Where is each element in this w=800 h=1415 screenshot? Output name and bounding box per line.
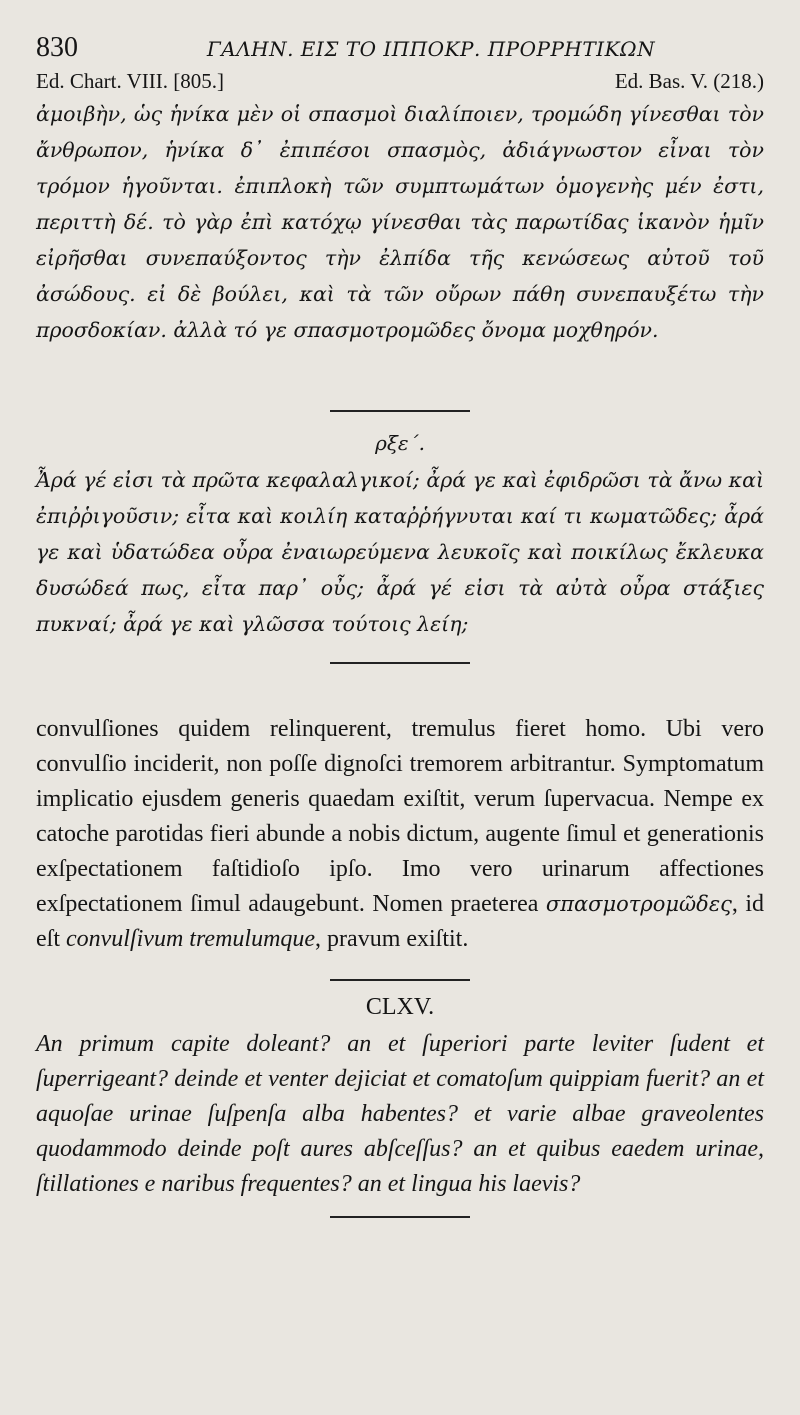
latin-section-paragraph: An primum capite doleant? an et ſuperiori parte leviter ſudent et ſuperrigeant? deinde et venter dejiciat et comatoſum quippiam fuerit? an et aquoſae urinae ſuſpenſa alba habentes? et varie albae graveolentes quodammodo deinde poſt aures abſceſſus? an et quibus eaedem urinae, ſtillationes e naribus frequentes? an et lingua his laevis?: [36, 1031, 764, 1197]
greek-top-block: [36, 96, 764, 402]
latin-text-a: convulſiones quidem relinquerent, tremulus fieret homo. Ubi vero convulſio inciderit, non poſſe dignoſci tremorem arbitrantur. Symptomatum implicatio ejusdem generis quaedam exiſtit, verum ſupervacua. Nempe ex catoche parotidas fieri abunde a nobis dictum, augente ſimul et generationis exſpectationem faſtidioſo ipſo. Imo vero urinarum affectiones exſpectationem ſimul adaugebunt. Nomen praeterea: [36, 716, 764, 917]
edition-right: Ed. Bas. V. (218.): [614, 69, 764, 93]
running-title: ΓΑΛΗΝ. ΕΙΣ ΤΟ ΙΠΠΟΚΡ. ΠΡΟΡΡΗΤΙΚΩΝ: [206, 37, 656, 61]
latin-paragraph-top: [36, 712, 764, 957]
greek-section-number: ρξε΄.: [375, 431, 425, 455]
latin-text-b: , id eſt: [36, 891, 765, 952]
edition-left: Ed. Chart. VIII. [805.]: [36, 69, 224, 93]
greek-section-paragraph: Ἆρά γέ εἰσι τὰ πρῶτα κεφαλαλγικοί; ἆρά γε καὶ ἐφιδρῶσι τὰ ἄνω καὶ ἐπιῤῥιγοῦσιν; εἶτα καὶ κοιλίη καταῤῥήγνυται καί τι κωματῶδες; ἆρά γε καὶ ὑδατώδεα οὖρα ἐναιωρεύμενα λευκοῖς καὶ ποικίλως ἔκλευκα δυσώδεά πως, εἶτα παρ᾽ οὖς; ἆρά γέ εἰσι τὰ αὐτὰ οὖρα στάξιες πυκναί; ἆρά γε καὶ γλῶσσα τούτοις λείη;: [36, 468, 764, 636]
edition-line: [36, 66, 764, 96]
latin-italic-phrase: convulſivum tremulumque: [66, 926, 316, 952]
latin-text-c: , pravum exiſtit.: [315, 926, 469, 952]
section-divider: [330, 1216, 470, 1218]
latin-section-number: CLXV.: [365, 994, 435, 1020]
running-head: [36, 32, 764, 66]
greek-paragraph-top: ἀμοιβὴν, ὡς ἡνίκα μὲν οἱ σπασμοὶ διαλίποιεν, τρομώδη γίνεσθαι τὸν ἄνθρωπον, ἡνίκα δ᾽ ἐπιπέσοι σπασμὸς, ἀδιάγνωστον εἶναι τὸν τρόμον ἡγοῦνται. ἐπιπλοκὴ τῶν συμπτωμάτων ὁμογενὴς μέν ἐστι, περιττὴ δέ. τὸ γὰρ ἐπὶ κατόχῳ γίνεσθαι τὰς παρωτίδας ἱκανὸν ἡμῖν εἰρῆσθαι συνεπαύξοντος τὴν ἐλπίδα τῆς κενώσεως αὐτοῦ τοῦ ἀσώδους. εἰ δὲ βούλει, καὶ τὰ τῶν οὔρων πάθη συνεπαυξέτω τὴν προσδοκίαν. ἀλλὰ τό γε σπασμοτρομῶδες ὄνομα μοχθηρόν.: [36, 102, 764, 342]
latin-greek-term: σπασμοτρομῶδες: [545, 892, 732, 916]
page-number: 830: [36, 32, 78, 63]
